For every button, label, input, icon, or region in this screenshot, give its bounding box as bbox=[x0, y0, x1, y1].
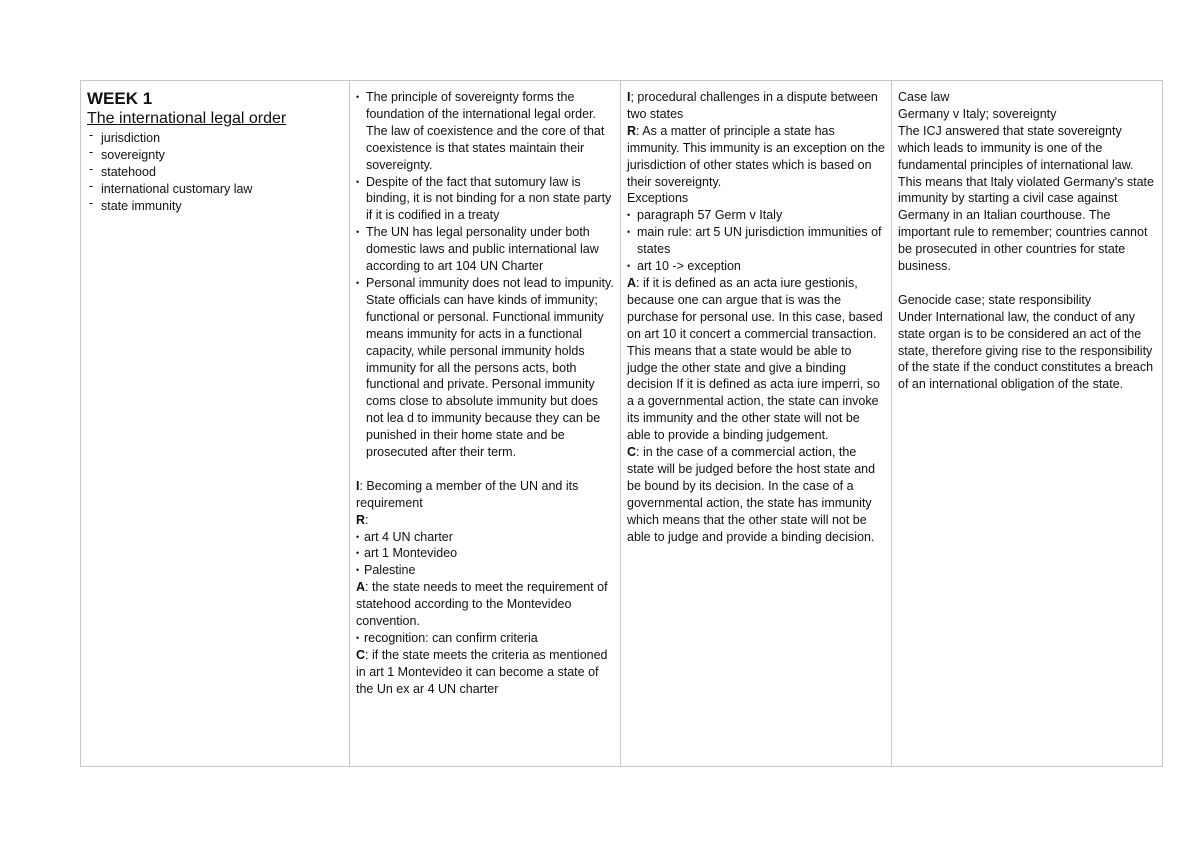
case1-title: Germany v Italy; sovereignty bbox=[898, 106, 1057, 121]
list-item: • The principle of sovereignty forms the foundation of the international legal order. The law of coexistence and the core of that coexistence is that states maintain their sovereignty. bbox=[356, 89, 614, 174]
rule-list bbox=[356, 529, 614, 580]
notes-table bbox=[80, 80, 1163, 767]
spacer bbox=[898, 275, 1156, 292]
topic-title: The international legal order bbox=[87, 110, 287, 127]
application-label: A bbox=[356, 580, 366, 595]
list-item: - sovereignty bbox=[87, 147, 343, 164]
rule-text: : As a matter of principle a state has immunity. This immunity is an exception on the jurisdiction of other states which is based on their sovereignty. bbox=[627, 123, 885, 189]
case-law-heading: Case law bbox=[898, 90, 950, 104]
application-text: : the state needs to meet the requirement of statehood according to the Montevideo convention. bbox=[356, 580, 608, 629]
application-list bbox=[356, 630, 614, 647]
topic-list bbox=[87, 130, 343, 215]
case2-text: Under International law, the conduct of any state organ is to be considered an act of the state, therefore giving rise to the responsibility of the state if the conduct constitutes a breach of an international obligation of the state. bbox=[898, 309, 1154, 392]
rule-paragraph bbox=[356, 512, 614, 529]
issue-text: ; procedural challenges in a dispute between two states bbox=[627, 90, 878, 121]
spacer bbox=[356, 461, 614, 478]
list-item: • paragraph 57 Germ v Italy bbox=[627, 207, 885, 224]
conclusion-paragraph bbox=[356, 647, 614, 698]
issue-text: : Becoming a member of the UN and its requirement bbox=[356, 478, 579, 510]
list-item: • recognition: can confirm criteria bbox=[356, 630, 614, 647]
application-paragraph bbox=[356, 579, 614, 630]
conclusion-text: : in the case of a commercial action, the state will be judged before the host state and be bound by its decision. In the case of a governmental action, the state has immunity which means that the other state will not be able to judge and provide a binding decision. bbox=[627, 445, 876, 544]
list-item: • Despite of the fact that sutomury law is binding, it is not binding for a non state party if it is codified in a treaty bbox=[356, 174, 614, 225]
application-paragraph bbox=[627, 275, 885, 444]
list-item: - state immunity bbox=[87, 198, 343, 215]
list-item: • Palestine bbox=[356, 562, 614, 579]
case1-text: The ICJ answered that state sovereignty which leads to immunity is one of the fundamental principles of international law. This means that Italy violated Germany's state immunity by starting a civil case against Germany in an Italian courthouse. The important rule to remember; countries cannot be prosecuted in other countries for state business. bbox=[898, 123, 1154, 274]
immunity-column bbox=[621, 81, 892, 767]
week-column bbox=[81, 81, 350, 767]
conclusion-label: C bbox=[356, 647, 366, 662]
issue-paragraph bbox=[356, 478, 614, 512]
case-law-column bbox=[892, 81, 1163, 767]
application-label: A bbox=[627, 275, 637, 290]
rule-label: R bbox=[627, 123, 637, 138]
list-item: • main rule: art 5 UN jurisdiction immunities of states bbox=[627, 224, 885, 258]
exceptions-list bbox=[627, 207, 885, 275]
list-item: • art 1 Montevideo bbox=[356, 545, 614, 562]
principles-column bbox=[350, 81, 621, 767]
list-item: • Personal immunity does not lead to impunity. State officials can have kinds of immunity; functional or personal. Functional immunity means immunity for acts in a functional capacity, while personal immunity holds immunity for all the persons acts, both functional and private. Personal immunity coms close to absolute immunity but does not lea d to immunity because they can be punished in their home state and be prosecuted after their term. bbox=[356, 275, 614, 461]
list-item: - international customary law bbox=[87, 181, 343, 198]
conclusion-label: C bbox=[627, 445, 637, 460]
week-title: WEEK 1 bbox=[87, 89, 153, 108]
issue-label: I bbox=[627, 90, 631, 104]
rule-label: R bbox=[356, 512, 366, 527]
list-item: • art 10 -> exception bbox=[627, 258, 885, 275]
rule-paragraph bbox=[627, 123, 885, 191]
list-item: - jurisdiction bbox=[87, 130, 343, 147]
rule-text: : bbox=[365, 512, 369, 527]
principles-list bbox=[356, 89, 614, 461]
list-item: • The UN has legal personality under both domestic laws and public international law according to art 104 UN Charter bbox=[356, 224, 614, 275]
issue-paragraph bbox=[627, 89, 885, 123]
list-item: - statehood bbox=[87, 164, 343, 181]
issue-label: I bbox=[356, 478, 360, 493]
table-row bbox=[81, 81, 1163, 767]
list-item: • art 4 UN charter bbox=[356, 529, 614, 546]
application-text: : if it is defined as an acta iure gestionis, because one can argue that is was the purchase for personal use. In this case, based on art 10 it concert a commercial transaction. This means that a state would be able to judge the other state and give a binding decision If it is defined as acta iure imperri, so a a governmental action, the state can invoke its immunity and the other state will not be able to provide a binding judgement. bbox=[627, 275, 883, 443]
case2-title: Genocide case; state responsibility bbox=[898, 292, 1092, 307]
exceptions-heading: Exceptions bbox=[627, 191, 689, 206]
conclusion-paragraph bbox=[627, 444, 885, 545]
conclusion-text: : if the state meets the criteria as mentioned in art 1 Montevideo it can become a state of the Un ex ar 4 UN charter bbox=[356, 647, 608, 696]
